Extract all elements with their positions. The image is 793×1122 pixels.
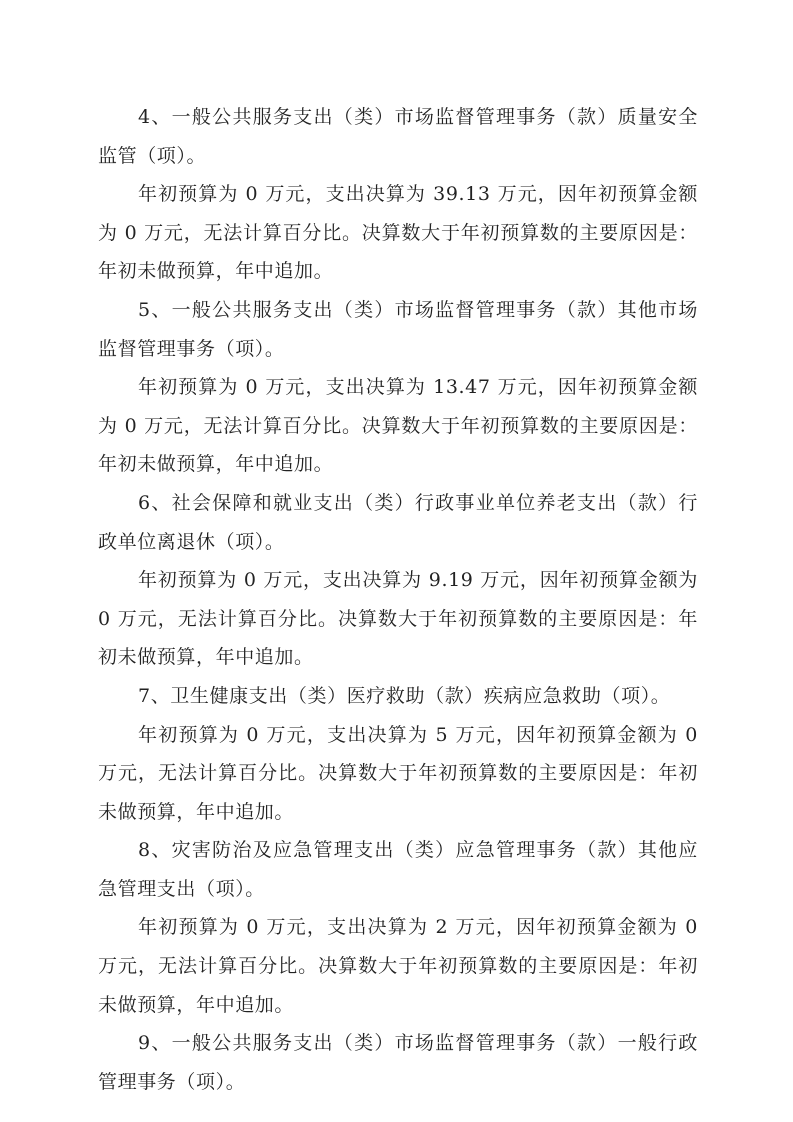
item-8-heading: 8、灾害防治及应急管理支出（类）应急管理事务（款）其他应急管理支出（项）。 [98,839,698,900]
item-8-explanation: 年初预算为 0 万元，支出决算为 2 万元，因年初预算金额为 0 万元，无法计算百分比。决算数大于年初预算数的主要原因是：年初未做预算，年中追加。 [98,916,698,1016]
item-4-heading: 4、一般公共服务支出（类）市场监督管理事务（款）质量安全监管（项）。 [98,106,698,167]
item-6-heading: 6、社会保障和就业支出（类）行政事业单位养老支出（款）行政单位离退休（项）。 [98,491,698,553]
item-6-explanation: 年初预算为 0 万元，支出决算为 9.19 万元，因年初预算金额为 0 万元，无法计算百分比。决算数大于年初预算数的主要原因是：年初未做预算，年中追加。 [98,569,698,669]
item-5-explanation: 年初预算为 0 万元，支出决算为 13.47 万元，因年初预算金额为 0 万元，无法计算百分比。决算数大于年初预算数的主要原因是：年初未做预算，年中追加。 [98,376,698,476]
document-body [98,98,698,1101]
item-7-explanation: 年初预算为 0 万元，支出决算为 5 万元，因年初预算金额为 0 万元，无法计算百分比。决算数大于年初预算数的主要原因是：年初未做预算，年中追加。 [98,723,698,823]
item-9-heading: 9、一般公共服务支出（类）市场监督管理事务（款）一般行政管理事务（项）。 [98,1032,698,1093]
item-5-heading: 5、一般公共服务支出（类）市场监督管理事务（款）其他市场监督管理事务（项）。 [98,298,698,360]
item-4-explanation: 年初预算为 0 万元，支出决算为 39.13 万元，因年初预算金额为 0 万元，无法计算百分比。决算数大于年初预算数的主要原因是：年初未做预算，年中追加。 [98,183,698,283]
item-7-heading: 7、卫生健康支出（类）医疗救助（款）疾病应急救助（项）。 [138,684,671,707]
